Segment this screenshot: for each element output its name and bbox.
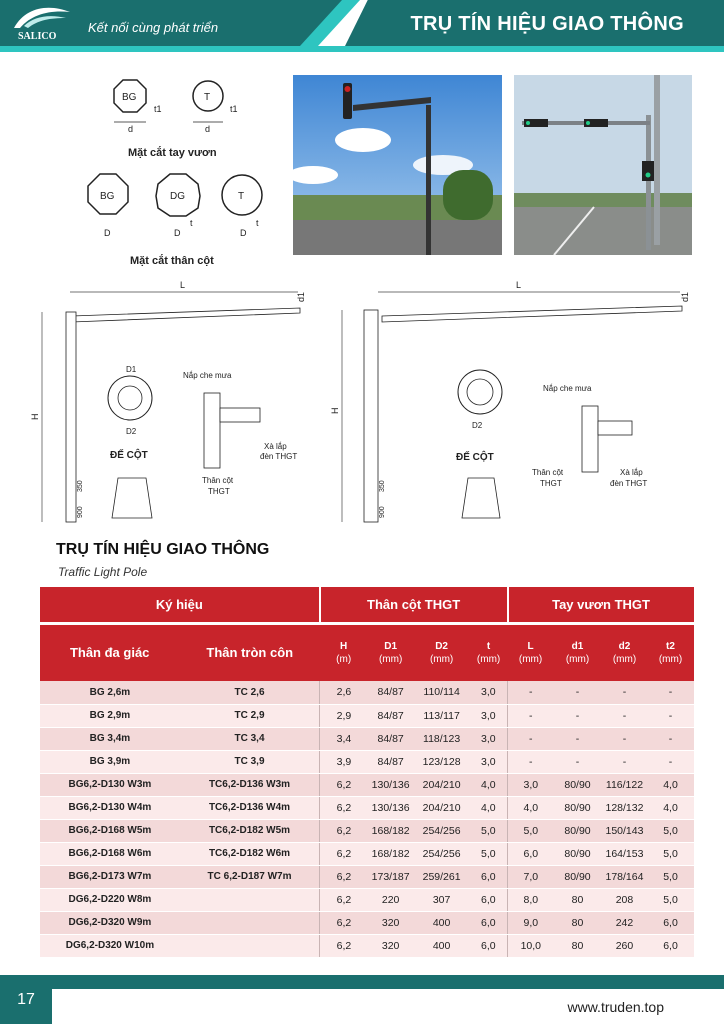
table-cell: 320 — [368, 934, 414, 957]
table-row — [40, 819, 694, 842]
table-cell: 220 — [368, 888, 414, 911]
table-cell: 84/87 — [368, 681, 414, 704]
table-cell: 260 — [602, 934, 648, 957]
left-dim-D1: D1 — [126, 365, 137, 374]
arm-octagon-dim-d: d — [128, 124, 134, 134]
arm-octagon-label: BG — [122, 92, 137, 103]
table-cell: DG6,2-D320 W10m — [40, 934, 180, 957]
table-cell: 259/261 — [414, 865, 470, 888]
param-header-unit: (mm) — [378, 653, 403, 665]
table-cell: 3,0 — [470, 681, 508, 704]
table-cell: TC6,2-D182 W5m — [180, 819, 320, 842]
table-cell: 6,2 — [320, 911, 368, 934]
right-joint — [582, 406, 598, 472]
body-circle-dim-t: t — [256, 218, 259, 228]
right-dim-H: H — [330, 407, 340, 414]
table-cell: TC6,2-D136 W4m — [180, 796, 320, 819]
param-header-unit: (mm) — [429, 653, 454, 665]
right-base-plate — [458, 370, 502, 414]
table-cell: 6,0 — [647, 911, 693, 934]
table-cell: 204/210 — [414, 773, 470, 796]
param-header-unit: (mm) — [565, 653, 590, 665]
body-polygon-dim-t: t — [190, 218, 193, 228]
table-cell: 80/90 — [554, 796, 602, 819]
body-section-caption: Mặt cắt thân cột — [130, 255, 214, 267]
param-header-name: d2 — [618, 640, 631, 652]
table-cell: 110/114 — [414, 681, 470, 704]
left-dim-350: 350 — [77, 480, 84, 492]
left-joint — [204, 393, 220, 468]
slogan: Kết nối cùng phát triển — [88, 20, 219, 35]
table-cell: 118/123 — [414, 727, 470, 750]
table-cell: 400 — [414, 911, 470, 934]
table-cell: BG6,2-D173 W7m — [40, 865, 180, 888]
table-cell: TC6,2-D136 W3m — [180, 773, 320, 796]
pole-drawing-round — [328, 278, 698, 528]
left-dim-H: H — [30, 413, 40, 420]
table-subtitle: Traffic Light Pole — [58, 565, 148, 579]
param-header-unit: (mm) — [518, 653, 543, 665]
table-cell: BG6,2-D130 W4m — [40, 796, 180, 819]
header-underline — [0, 46, 724, 52]
table-row — [40, 727, 694, 750]
table-row — [40, 750, 694, 773]
table-cell: 10,0 — [508, 934, 554, 957]
table-cell: - — [647, 727, 693, 750]
table-cell: DG6,2-D220 W8m — [40, 888, 180, 911]
table-cell: 80/90 — [554, 819, 602, 842]
right-dim-d1: d1 — [680, 291, 690, 302]
table-cell: 4,0 — [508, 796, 554, 819]
right-pole-body-a: Thân cột — [532, 468, 564, 477]
table-cell: - — [508, 681, 554, 704]
code-header-round: Thân tròn côn — [180, 623, 320, 681]
table-row — [40, 681, 694, 704]
table-cell: BG 3,9m — [40, 750, 180, 773]
param-header-t — [470, 623, 508, 681]
cross-section-diagram — [80, 70, 280, 270]
left-pole — [66, 312, 76, 522]
table-cell: 7,0 — [508, 865, 554, 888]
table-cell: 5,0 — [647, 888, 693, 911]
table-cell: BG 2,6m — [40, 681, 180, 704]
table-cell: - — [647, 750, 693, 773]
table-row — [40, 773, 694, 796]
table-row — [40, 865, 694, 888]
footer-bar — [0, 975, 724, 989]
table-cell: BG6,2-D130 W3m — [40, 773, 180, 796]
spec-table — [40, 587, 694, 958]
param-header-unit: (mm) — [658, 653, 683, 665]
pole-drawing-polygonal — [28, 278, 318, 528]
spec-table-body — [40, 681, 694, 957]
table-cell: BG6,2-D168 W6m — [40, 842, 180, 865]
table-cell: - — [602, 750, 648, 773]
table-cell: 242 — [602, 911, 648, 934]
table-cell: - — [647, 681, 693, 704]
table-cell: 2,6 — [320, 681, 368, 704]
arm-section-caption: Mặt cắt tay vươn — [128, 147, 217, 159]
table-cell: DG6,2-D320 W9m — [40, 911, 180, 934]
body-octagon-label: BG — [100, 191, 115, 202]
table-cell: 208 — [602, 888, 648, 911]
arm-circle-label: T — [204, 92, 211, 103]
right-arm-mount-a: Xà lắp — [620, 468, 643, 477]
left-base-3d — [112, 478, 152, 518]
right-pole — [364, 310, 378, 522]
table-cell: 400 — [414, 934, 470, 957]
param-header-name: t2 — [666, 640, 675, 652]
table-row — [40, 796, 694, 819]
table-cell: - — [602, 727, 648, 750]
left-base-plate — [108, 376, 152, 420]
table-cell: TC 3,4 — [180, 727, 320, 750]
page-header — [0, 0, 724, 54]
table-cell: 168/182 — [368, 842, 414, 865]
right-dim-L: L — [516, 280, 522, 290]
param-header-name: d1 — [571, 640, 584, 652]
table-cell: 204/210 — [414, 796, 470, 819]
table-cell: - — [602, 704, 648, 727]
table-cell: 307 — [414, 888, 470, 911]
left-dim-D2: D2 — [126, 427, 137, 436]
left-arm — [72, 308, 300, 322]
table-cell: 128/132 — [602, 796, 648, 819]
table-cell: - — [508, 727, 554, 750]
table-cell: 6,2 — [320, 796, 368, 819]
table-cell: BG6,2-D168 W5m — [40, 819, 180, 842]
param-header-name: D1 — [384, 640, 398, 652]
left-pole-body-b: THGT — [208, 487, 230, 496]
group-header-body: Thân cột THGT — [320, 587, 508, 623]
right-base-label: ĐẾ CỘT — [456, 452, 494, 463]
param-header-d1 — [554, 623, 602, 681]
logo-text: SALICO — [18, 31, 57, 42]
table-row — [40, 934, 694, 957]
table-cell: 6,2 — [320, 819, 368, 842]
table-cell: 5,0 — [470, 819, 508, 842]
body-octagon-dim-D: D — [104, 228, 111, 238]
table-row — [40, 842, 694, 865]
table-cell: 6,2 — [320, 773, 368, 796]
table-cell: 130/136 — [368, 773, 414, 796]
table-cell: 6,0 — [470, 888, 508, 911]
table-cell: 168/182 — [368, 819, 414, 842]
table-cell: 80 — [554, 934, 602, 957]
param-header-row — [40, 623, 694, 681]
table-cell: 150/143 — [602, 819, 648, 842]
table-cell: 6,0 — [508, 842, 554, 865]
param-header-l — [508, 623, 554, 681]
table-cell: BG 2,9m — [40, 704, 180, 727]
param-header-d1 — [368, 623, 414, 681]
table-cell: 254/256 — [414, 819, 470, 842]
body-circle-label: T — [238, 191, 245, 202]
table-cell: 80/90 — [554, 842, 602, 865]
table-cell: 3,0 — [508, 773, 554, 796]
table-cell: 173/187 — [368, 865, 414, 888]
body-polygon-label: DG — [170, 191, 185, 202]
param-header-name: D2 — [435, 640, 448, 652]
param-header-d2 — [414, 623, 470, 681]
right-rain-cap: Nắp che mưa — [543, 384, 592, 393]
left-rain-cap: Nắp che mưa — [183, 371, 232, 380]
table-cell: 4,0 — [647, 773, 693, 796]
table-cell: 5,0 — [647, 865, 693, 888]
table-cell: TC6,2-D182 W6m — [180, 842, 320, 865]
table-cell: 84/87 — [368, 750, 414, 773]
table-cell: BG 3,4m — [40, 727, 180, 750]
table-cell: 80 — [554, 888, 602, 911]
left-base-label: ĐẾ CỘT — [110, 450, 148, 461]
table-cell: 6,0 — [470, 934, 508, 957]
table-cell: TC 6,2-D187 W7m — [180, 865, 320, 888]
code-header-polygon: Thân đa giác — [40, 623, 180, 681]
table-cell: 84/87 — [368, 704, 414, 727]
left-dim-L: L — [180, 280, 186, 290]
left-arm-mount-a: Xà lắp — [264, 442, 287, 451]
param-header-name: t — [486, 640, 491, 652]
table-cell — [180, 911, 320, 934]
param-header-d2 — [602, 623, 648, 681]
table-cell: 5,0 — [508, 819, 554, 842]
param-header-h — [320, 623, 368, 681]
table-cell: 84/87 — [368, 727, 414, 750]
table-cell: 3,9 — [320, 750, 368, 773]
body-circle-dim-D: D — [240, 228, 247, 238]
table-cell: 4,0 — [647, 796, 693, 819]
table-cell: 80 — [554, 911, 602, 934]
param-header-name: H — [340, 640, 348, 652]
table-cell: 6,0 — [470, 911, 508, 934]
table-cell: 80/90 — [554, 865, 602, 888]
table-title: TRỤ TÍN HIỆU GIAO THÔNG — [56, 541, 270, 558]
table-cell: 2,9 — [320, 704, 368, 727]
table-cell: 8,0 — [508, 888, 554, 911]
table-cell: 164/153 — [602, 842, 648, 865]
table-cell: 4,0 — [470, 796, 508, 819]
param-header-unit: (mm) — [612, 653, 637, 665]
table-row — [40, 704, 694, 727]
table-cell: 5,0 — [647, 819, 693, 842]
left-arm-mount-b: đèn THGT — [260, 452, 298, 461]
salico-logo-icon — [10, 4, 80, 42]
group-header-arm: Tay vươn THGT — [508, 587, 694, 623]
arm-octagon-dim-t1: t1 — [154, 104, 162, 114]
right-arm-mount-b: đèn THGT — [610, 479, 648, 488]
left-dim-d1: d1 — [296, 291, 306, 302]
table-cell: 178/164 — [602, 865, 648, 888]
param-header-unit: (m) — [336, 653, 352, 665]
table-cell: 116/122 — [602, 773, 648, 796]
table-cell: 6,2 — [320, 888, 368, 911]
table-cell: - — [508, 704, 554, 727]
table-cell: 80/90 — [554, 773, 602, 796]
table-cell: 320 — [368, 911, 414, 934]
right-arm — [382, 306, 682, 322]
table-cell: - — [508, 750, 554, 773]
page-title: TRỤ TÍN HIỆU GIAO THÔNG — [410, 13, 684, 35]
table-row — [40, 911, 694, 934]
table-cell: 5,0 — [647, 842, 693, 865]
table-cell: TC 2,6 — [180, 681, 320, 704]
table-cell: 254/256 — [414, 842, 470, 865]
table-cell: TC 3,9 — [180, 750, 320, 773]
param-header-unit: (mm) — [476, 653, 501, 665]
group-header-code: Ký hiệu — [40, 587, 320, 623]
table-cell: 3,0 — [470, 704, 508, 727]
table-cell — [180, 934, 320, 957]
table-cell: 6,2 — [320, 934, 368, 957]
photo-traffic-pole-1 — [293, 75, 502, 255]
table-cell: 6,2 — [320, 865, 368, 888]
left-dim-900: 900 — [77, 506, 84, 518]
table-cell: - — [647, 704, 693, 727]
table-cell: 130/136 — [368, 796, 414, 819]
param-header-name: L — [527, 640, 534, 652]
left-pole-body-a: Thân cột — [202, 476, 234, 485]
table-cell: - — [554, 704, 602, 727]
table-cell: 123/128 — [414, 750, 470, 773]
table-cell: 6,2 — [320, 842, 368, 865]
table-cell: 6,0 — [470, 865, 508, 888]
table-cell: 3,4 — [320, 727, 368, 750]
body-polygon-dim-D: D — [174, 228, 181, 238]
table-cell: - — [554, 750, 602, 773]
right-dim-D2: D2 — [472, 421, 483, 430]
table-cell: 9,0 — [508, 911, 554, 934]
page-number: 17 — [0, 975, 52, 1024]
table-cell: - — [554, 727, 602, 750]
table-cell: 4,0 — [470, 773, 508, 796]
table-cell: 113/117 — [414, 704, 470, 727]
table-cell: - — [602, 681, 648, 704]
table-row — [40, 888, 694, 911]
param-header-t2 — [647, 623, 693, 681]
arm-circle-dim-t1: t1 — [230, 104, 238, 114]
table-cell: 5,0 — [470, 842, 508, 865]
table-cell: 3,0 — [470, 727, 508, 750]
table-cell: TC 2,9 — [180, 704, 320, 727]
right-dim-350: 350 — [379, 480, 386, 492]
right-dim-900: 900 — [379, 506, 386, 518]
table-cell: 6,0 — [647, 934, 693, 957]
right-pole-body-b: THGT — [540, 479, 562, 488]
table-cell: - — [554, 681, 602, 704]
table-cell: 3,0 — [470, 750, 508, 773]
right-base-3d — [462, 478, 500, 518]
arm-circle-dim-d: d — [205, 124, 211, 134]
footer-url: www.truden.top — [567, 999, 664, 1015]
photo-traffic-pole-2 — [514, 75, 692, 255]
table-cell — [180, 888, 320, 911]
